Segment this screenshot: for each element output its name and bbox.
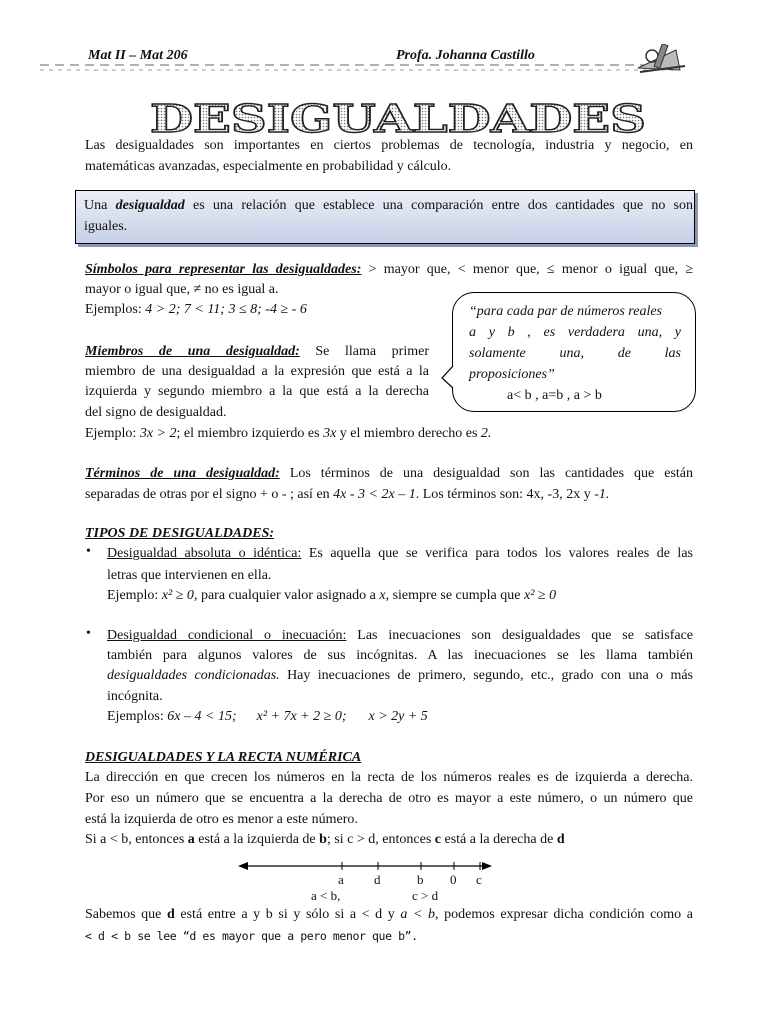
bubble-line-1: “para cada par de números reales xyxy=(469,304,663,319)
number-line xyxy=(230,856,500,904)
nl-note-ab: a < b, xyxy=(311,888,341,903)
members-example: Ejemplo: 3x > 2; el miembro izquierdo es 3x y el miembro derecho es 2. xyxy=(85,426,492,441)
bubble-line-3: solamente una, de las xyxy=(469,346,681,361)
bullet-icon: • xyxy=(86,544,91,559)
math-tools-icon xyxy=(638,44,685,72)
symbols-line-1: Símbolos para representar las desigualdades: > mayor que, < menor que, ≤ menor o igual que, ≥ xyxy=(85,262,694,277)
numberline-line-3: está la izquierda de otro es menor a este número. xyxy=(85,812,358,827)
bubble-line-4: proposiciones” xyxy=(469,367,555,382)
absolute-example: Ejemplo: x² ≥ 0, para cualquier valor asignado a x, siempre se cumpla que x² ≥ 0 xyxy=(107,588,557,603)
conditional-line-2: también para algunos valores de sus incógnitas. A las inecuaciones se les llama también xyxy=(107,648,693,663)
conditional-line-1: Desigualdad condicional o inecuación: Las inecuaciones son desigualdades que se satisface xyxy=(107,628,694,643)
conditional-examples: Ejemplos: 6x – 4 < 15; x² + 7x + 2 ≥ 0; x > 2y + 5 xyxy=(107,709,428,724)
page-title xyxy=(148,98,648,138)
absolute-line-1: Desigualdad absoluta o idéntica: Es aquella que se verifica para todos los valores reales de las xyxy=(107,546,693,561)
conditional-line-3: desigualdades condicionadas. Hay inecuaciones de primero, segundo, etc., grado con una o más xyxy=(107,668,693,683)
intro-line-2: matemáticas avanzadas, especialmente en probabilidad y cálculo. xyxy=(85,159,452,174)
terms-line-2: separadas de otras por el signo + o - ; así en 4x - 3 < 2x – 1. Los términos son: 4x, -3, 2x y -1. xyxy=(85,487,610,502)
definition-line-2: iguales. xyxy=(84,219,128,234)
svg-text:DESIGUALDADES: DESIGUALDADES xyxy=(150,98,646,138)
nl-note-cd: c > d xyxy=(412,888,439,903)
header-teacher: Profa. Johanna Castillo xyxy=(396,48,535,63)
bubble-line-2: a y b , es verdadera una, y xyxy=(469,325,681,340)
numberline-line-2: Por eso un número que se encuentra a la derecha de otro es mayor a este número, o un número que xyxy=(85,791,693,806)
final-line-2: < d < b se lee “d es mayor que a pero menor que b”. xyxy=(85,929,418,943)
final-line-1: Sabemos que d está entre a y b si y sólo si a < d y a < b, podemos expresar dicha condición como a xyxy=(85,907,693,922)
numberline-line-1: La dirección en que crecen los números en la recta de los números reales es de izquierda a derecha. xyxy=(85,770,693,785)
members-line-1: Miembros de una desigualdad: Se llama primer xyxy=(85,344,429,359)
definition-line-1: Una desigualdad es una relación que establece una comparación entre dos cantidades que no son xyxy=(84,198,693,213)
symbols-line-2: mayor o igual que, ≠ no es igual a. xyxy=(85,282,279,297)
nl-label-d: d xyxy=(374,872,381,887)
nl-label-a: a xyxy=(338,872,344,887)
bubble-line-5: a< b , a=b , a > b xyxy=(507,388,602,403)
left-arrow-icon xyxy=(238,862,248,870)
right-arrow-icon xyxy=(482,862,492,870)
nl-label-b: b xyxy=(417,872,424,887)
members-line-4: del signo de desigualdad. xyxy=(85,405,227,420)
bullet-icon: • xyxy=(86,626,91,641)
symbols-examples: Ejemplos: 4 > 2; 7 < 11; 3 ≤ 8; -4 ≥ - 6 xyxy=(85,302,307,317)
terms-line-1: Términos de una desigualdad: Los términos de una desigualdad son las cantidades que están xyxy=(85,466,693,481)
members-line-2: miembro de una desigualdad a la expresión que está a la xyxy=(85,364,429,379)
nl-label-0: 0 xyxy=(450,872,457,887)
numberline-heading: DESIGUALDADES Y LA RECTA NUMÉRICA xyxy=(85,750,362,765)
nl-label-c: c xyxy=(476,872,482,887)
quote-bubble xyxy=(452,292,696,412)
numberline-line-4: Si a < b, entonces a está a la izquierda de b; si c > d, entonces c está a la derecha de d xyxy=(85,832,565,847)
header-course: Mat II – Mat 206 xyxy=(88,48,188,63)
conditional-line-4: incógnita. xyxy=(107,689,163,704)
members-line-3: izquierda y segundo miembro a la que está a la derecha xyxy=(85,384,429,399)
absolute-line-2: letras que intervienen en ella. xyxy=(107,568,272,583)
types-heading: TIPOS DE DESIGUALDADES: xyxy=(85,526,275,541)
intro-line-1: Las desigualdades son importantes en ciertos problemas de tecnología, industria y negocio, en xyxy=(85,138,693,153)
bubble-tail xyxy=(440,366,456,390)
